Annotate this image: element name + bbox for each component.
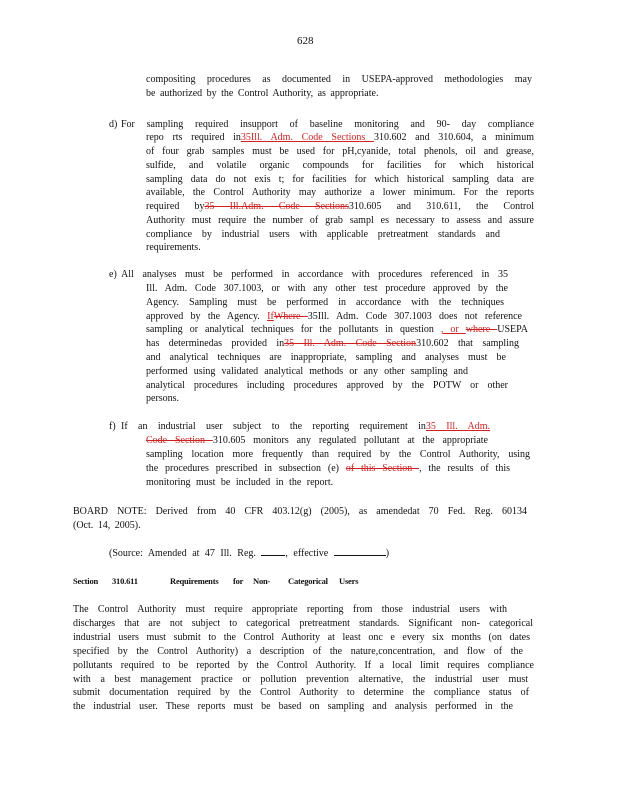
board-note-line: (Oct. 14, 2005). — [73, 520, 141, 531]
item-line: requirements. — [146, 242, 201, 253]
item-line: If an industrial user subject to the reporting requirement in35 Ill. Adm. — [121, 421, 490, 432]
paragraph-line: the industrial user. These reports must be based on sampling and analysis performed in the — [73, 701, 513, 712]
section-label: Section — [73, 576, 99, 586]
item-line: of four grab samples must be used for pH,cyanide, total phenols, oil and grease, — [146, 146, 534, 157]
paragraph-line: industrial users must submit to the Control Authority at least onc e every six months (on dates — [73, 632, 530, 643]
item-line: persons. — [146, 393, 180, 404]
section-title-word: Categorical — [288, 576, 328, 586]
item-line: sulfide, and volatile organic compounds for facilities for which historical — [146, 160, 534, 171]
item-line: analytical procedures including procedures approved by the POTW or other — [146, 380, 508, 391]
item-line: repo rts required in35Ill. Adm. Code Sections 310.602 and 310.604, a minimum — [146, 132, 534, 143]
paragraph-line: with a best management practice or pollution prevention alternative, the industrial user must — [73, 674, 528, 685]
deleted-text: Code Section — [146, 435, 213, 446]
item-line: Ill. Adm. Code 307.1003, or with any other test procedure approved by the — [146, 283, 508, 294]
item-line: Agency. Sampling must be performed in accordance with the techniques — [146, 297, 504, 308]
effective-date-blank — [334, 546, 386, 556]
section-title-word: Requirements — [170, 576, 219, 586]
item-line: available, the Control Authority may authorize a lower minimum. For the reports — [146, 187, 534, 198]
item-line: For sampling required insupport of baseline monitoring and 90- day compliance — [121, 119, 534, 130]
reg-volume-blank — [261, 546, 285, 556]
item-label: f) — [109, 421, 116, 432]
section-title-word: for — [233, 576, 244, 586]
item-label: d) — [109, 119, 118, 130]
intro-line: be authorized by the Control Authority, as appropriate. — [146, 88, 379, 99]
section-title-word: Users — [339, 576, 359, 586]
item-line: approved by the Agency. IfWhere 35Ill. Adm. Code 307.1003 does not reference — [146, 311, 522, 322]
page-number: 628 — [297, 35, 314, 47]
item-line: sampling data do not exis t; for facilities for which historical sampling data are — [146, 174, 534, 185]
paragraph-line: The Control Authority must require appropriate reporting from those industrial users with — [73, 604, 507, 615]
section-number: 310.611 — [112, 576, 138, 586]
item-label: e) — [109, 269, 117, 280]
item-line: performed using validated analytical methods or any other sampling and — [146, 366, 468, 377]
item-line: and analytical techniques are inappropriate, sampling and analyses must be — [146, 352, 506, 363]
intro-line: compositing procedures as documented in USEPA-approved methodologies may — [146, 74, 532, 85]
paragraph-line: specified by the Control Authority) a description of the nature,concentration, and flow of the — [73, 646, 523, 657]
item-line: Authority must require the number of grab sampl es necessary to assess and assure — [146, 215, 534, 226]
deleted-text: where — [465, 324, 498, 335]
paragraph-line: discharges that are not subject to categorical pretreatment standards. Significant non- categorical — [73, 618, 533, 629]
item-line: sampling or analytical techniques for the pollutants in question , or where USEPA — [146, 324, 528, 335]
deleted-text: Where — [273, 311, 308, 322]
paragraph-line: submit documentation required by the Control Authority to determine the compliance status of — [73, 687, 529, 698]
source-note: (Source: Amended at 47 Ill. Reg. , effective ) — [109, 548, 390, 559]
deleted-text: of this Section — [345, 463, 420, 474]
item-line: sampling location more frequently than required by the Control Authority, using — [146, 449, 530, 460]
item-line: has determinedas provided in35 Ill. Adm. Code Section310.602 that sampling — [146, 338, 519, 349]
inserted-text: If — [267, 311, 274, 322]
deleted-text: 35 Ill. Adm. Code Section — [284, 338, 417, 349]
inserted-text: , or — [440, 324, 466, 335]
deleted-text: 35 Ill.Adm. Code Sections — [204, 201, 349, 212]
item-line: All analyses must be performed in accordance with procedures referenced in 35 — [121, 269, 508, 280]
section-title-word: Non- — [253, 576, 271, 586]
item-line: Code Section 310.605 monitors any regulated pollutant at the appropriate — [146, 435, 488, 446]
board-note-line: BOARD NOTE: Derived from 40 CFR 403.12(g) (2005), as amendedat 70 Fed. Reg. 60134 — [73, 506, 527, 517]
item-line: monitoring must be included in the report. — [146, 477, 334, 488]
inserted-text: 35Ill. Adm. Code Sections — [240, 132, 374, 143]
paragraph-line: pollutants required to be reported by the Control Authority. If a local limit requires compliance — [73, 660, 534, 671]
item-line: required by35 Ill.Adm. Code Sections310.605 and 310.611, the Control — [146, 201, 534, 212]
item-line: compliance by industrial users with applicable pretreatment standards and — [146, 229, 500, 240]
inserted-text: 35 Ill. Adm. — [425, 421, 490, 432]
item-line: the procedures prescribed in subsection (e) of this Section , the results of this — [146, 463, 510, 474]
